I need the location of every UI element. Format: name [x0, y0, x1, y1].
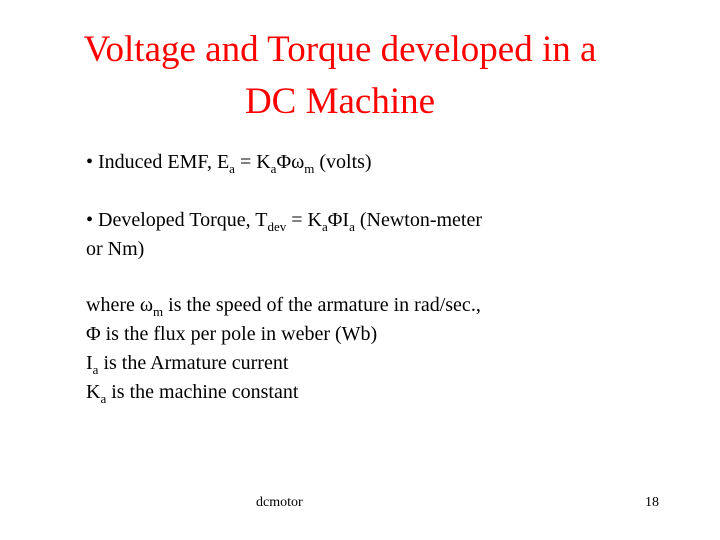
ka-prefix: K	[86, 381, 101, 403]
emf-prefix: • Induced EMF, E	[86, 151, 230, 173]
emf-equals-k: = K	[234, 151, 271, 173]
emf-units: (volts)	[314, 151, 372, 173]
footer-label: dcmotor	[256, 495, 303, 510]
definitions-block	[86, 291, 481, 407]
slide-title-line-2: DC Machine	[244, 81, 436, 122]
torque-units: (Newton-meter	[354, 209, 483, 231]
torque-phi-i: ΦI	[327, 209, 350, 231]
ka-definition	[86, 378, 481, 407]
torque-k-subscript: a	[322, 219, 328, 234]
omega-definition	[86, 291, 481, 320]
ka-text: is the machine constant	[106, 381, 299, 403]
torque-line-2: or Nm)	[86, 238, 145, 260]
slide-title	[0, 24, 680, 128]
ia-prefix: I	[86, 352, 93, 374]
emf-k-subscript: a	[270, 161, 277, 176]
emf-subscript-a: a	[229, 161, 235, 176]
torque-subscript-dev: dev	[267, 219, 287, 234]
ia-text: is the Armature current	[98, 352, 289, 374]
omega-subscript: m	[153, 304, 164, 319]
emf-omega-subscript: m	[304, 161, 315, 176]
phi-definition: Φ is the flux per pole in weber (Wb)	[86, 323, 378, 345]
torque-i-subscript: a	[349, 219, 355, 234]
omega-prefix: where ω	[86, 294, 154, 316]
torque-bullet	[86, 206, 482, 264]
torque-line-1	[86, 206, 482, 235]
ka-subscript: a	[100, 391, 107, 406]
emf-bullet	[86, 148, 372, 177]
slide-title-line-1: Voltage and Torque developed in a	[83, 29, 597, 70]
torque-prefix: • Developed Torque, T	[86, 209, 268, 231]
emf-phi-omega: Φω	[276, 151, 305, 173]
ia-definition	[86, 349, 481, 378]
torque-equals-k: = K	[286, 209, 322, 231]
page-number: 18	[645, 495, 659, 510]
omega-text: is the speed of the armature in rad/sec.,	[163, 294, 481, 316]
ia-subscript: a	[92, 362, 99, 377]
